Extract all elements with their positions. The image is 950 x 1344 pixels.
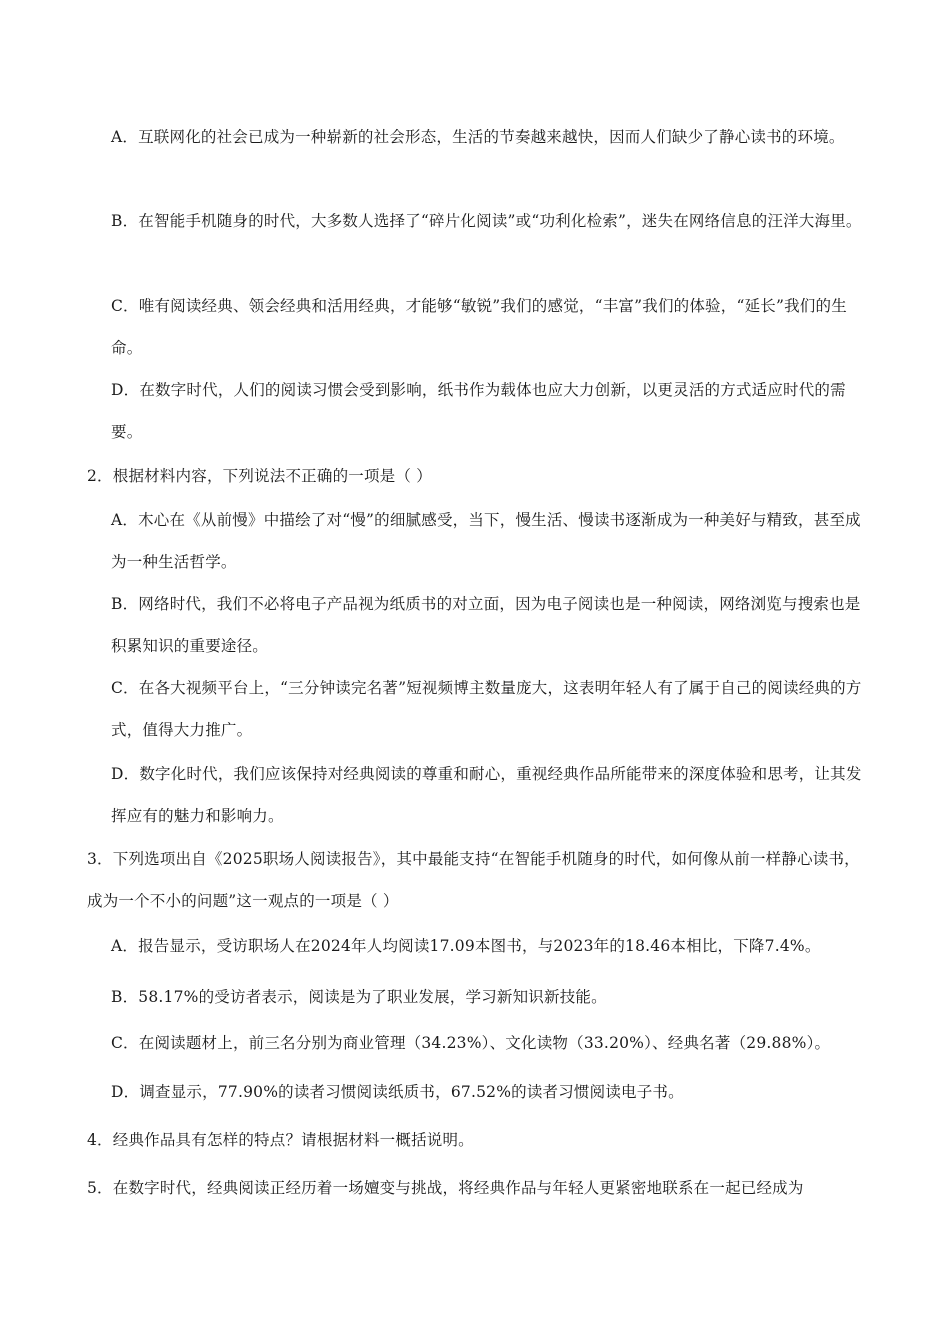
q1-option-b: B．在智能手机随身的时代，大多数人选择了“碎片化阅读”或“功利化检索”，迷失在网络信息的汪洋大海里。 — [111, 212, 862, 230]
q3-option-d: D．调查显示，77.90%的读者习惯阅读纸质书，67.52%的读者习惯阅读电子书。 — [111, 1083, 684, 1101]
q3-stem: 3．下列选项出自《2025职场人阅读报告》，其中最能支持“在智能手机随身的时代，如何像从前一样静心读书，成为一个不小的问题”这一观点的一项是（ ） — [87, 850, 860, 910]
q2-option-d: D．数字化时代，我们应该保持对经典阅读的尊重和耐心，重视经典作品所能带来的深度体验和思考，让其发挥应有的魅力和影响力。 — [111, 765, 862, 825]
q1-option-d: D．在数字时代，人们的阅读习惯会受到影响，纸书作为载体也应大力创新，以更灵活的方式适应时代的需要。 — [111, 381, 846, 441]
q1-option-c: C．唯有阅读经典、领会经典和活用经典，才能够“敏锐”我们的感觉，“丰富”我们的体验，“延长”我们的生命。 — [111, 297, 847, 357]
q2-option-a: A．木心在《从前慢》中描绘了对“慢”的细腻感受，当下，慢生活、慢读书逐渐成为一种美好与精致，甚至成为一种生活哲学。 — [111, 511, 861, 571]
q3-option-a: A．报告显示，受访职场人在2024年人均阅读17.09本图书，与2023年的18.46本相比，下降7.4%。 — [111, 937, 821, 955]
q3-option-c: C．在阅读题材上，前三名分别为商业管理（34.23%）、文化读物（33.20%）、经典名著（29.88%）。 — [111, 1034, 831, 1052]
q5-stem: 5．在数字时代，经典阅读正经历着一场嬗变与挑战，将经典作品与年轻人更紧密地联系在一起已经成为 — [87, 1179, 804, 1197]
q2-option-b: B．网络时代，我们不必将电子产品视为纸质书的对立面，因为电子阅读也是一种阅读，网络浏览与搜索也是积累知识的重要途径。 — [111, 595, 861, 655]
q4-stem: 4．经典作品具有怎样的特点？请根据材料一概括说明。 — [87, 1131, 474, 1149]
q3-option-b: B．58.17%的受访者表示，阅读是为了职业发展，学习新知识新技能。 — [111, 988, 607, 1006]
q2-option-c: C．在各大视频平台上，“三分钟读完名著”短视频博主数量庞大，这表明年轻人有了属于自己的阅读经典的方式，值得大力推广。 — [111, 679, 862, 739]
q2-stem: 2．根据材料内容，下列说法不正确的一项是（ ） — [87, 467, 432, 485]
q1-option-a: A．互联网化的社会已成为一种崭新的社会形态，生活的节奏越来越快，因而人们缺少了静心读书的环境。 — [111, 128, 845, 146]
